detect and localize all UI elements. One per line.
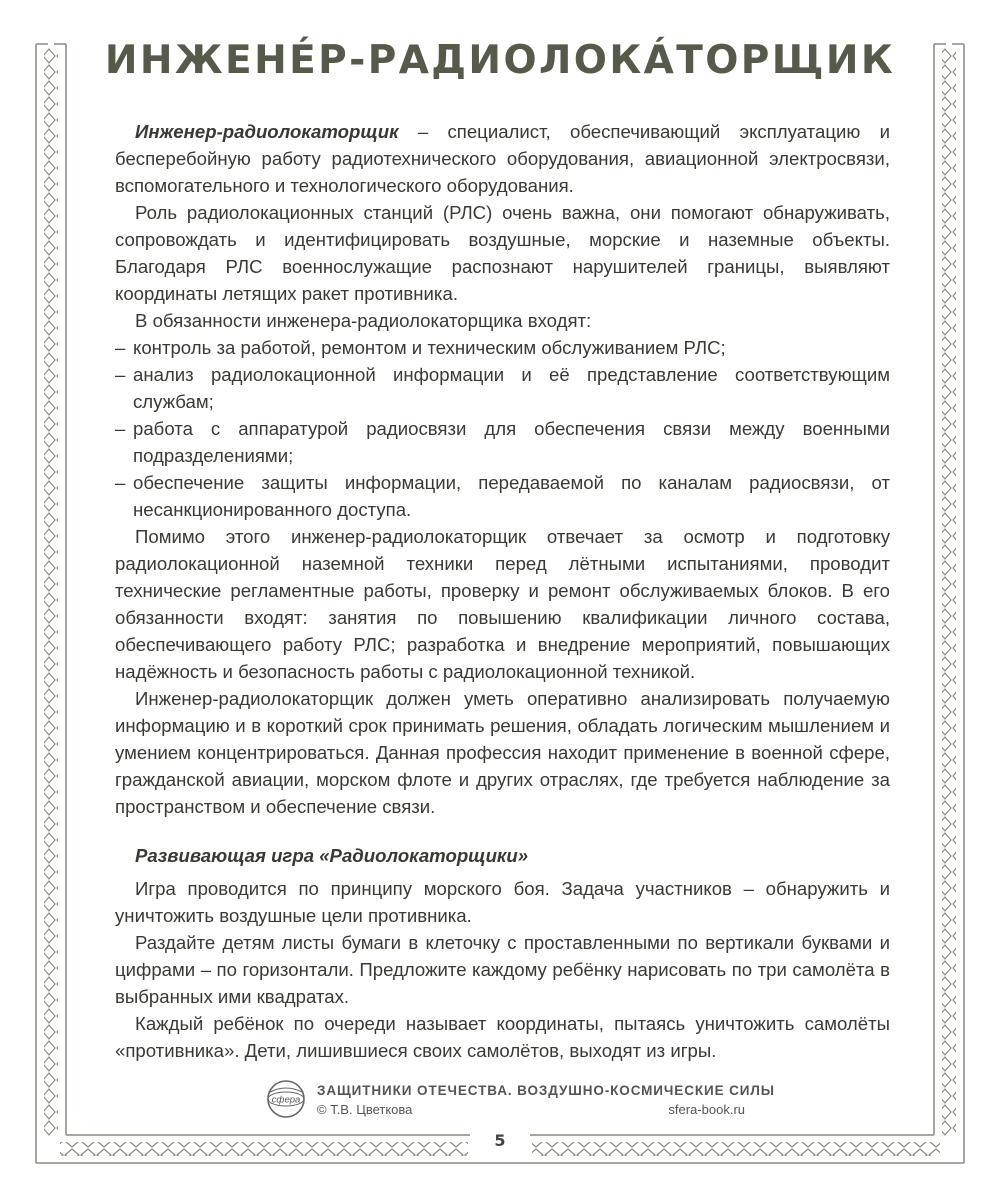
dash-mark: – (115, 364, 126, 385)
dash-mark: – (115, 472, 126, 493)
lead-definition: – специалист, обеспечивающий эксплуатацию и бесперебойную работу радиотехнического оборудования, авиационной электросвязи, вспомогательного и технологического оборудования. (115, 121, 890, 196)
duty-text: обеспечение защиты информации, передаваемой по каналам радиосвязи, от несанкционированного доступа. (133, 472, 890, 520)
duty-item (115, 469, 890, 523)
duty-text: работа с аппаратурой радиосвязи для обеспечения связи между военными подразделениями; (133, 418, 890, 466)
page-title: ИНЖЕНÉР-РАДИОЛОКÁТОРЩИК (104, 38, 896, 83)
lead-term: Инженер-радиолокаторщик (135, 121, 399, 142)
dash-mark: – (115, 337, 126, 358)
duty-text: анализ радиолокационной информации и её представление соответствующим службам; (133, 364, 890, 412)
game-paragraph: Игра проводится по принципу морского боя. Задача участников – обнаружить и уничтожить воздушные цели противника. (115, 878, 890, 926)
game-paragraph: Каждый ребёнок по очереди называет координаты, пытаясь уничтожить самолёты «противника». Дети, лишившиеся своих самолётов, выходят из игры. (115, 1013, 890, 1061)
copyright-author: © Т.В. Цветкова (317, 1102, 413, 1117)
page-number: 5 (494, 1131, 506, 1150)
duties-intro: В обязанности инженера-радиолокаторщика входят: (135, 310, 592, 331)
extra-duties-paragraph: Помимо этого инженер-радиолокаторщик отвечает за осмотр и подготовку радиолокационной наземной техники перед лётными испытаниями, проводит технические регламентные работы, проверку и ремонт обслуживаемых блоков. В его обязанности входят: занятия по повышению квалификации личного состава, обеспечивающего работу РЛС; разработка и внедрение мероприятий, повышающих надёжность и безопасность работы с радиолокационной техникой. (115, 526, 890, 682)
intro-paragraph (115, 118, 890, 199)
duty-item (115, 334, 890, 361)
sfera-logo-icon (265, 1078, 307, 1120)
radar-role-paragraph: Роль радиолокационных станций (РЛС) очень важна, они помогают обнаруживать, сопровождать и идентифицировать воздушные, морские и наземные объекты. Благодаря РЛС военнослужащие распознают нарушителей границы, выявляют координаты летящих ракет противника. (115, 202, 890, 304)
duty-item (115, 415, 890, 469)
dash-mark: – (115, 418, 126, 439)
game-paragraph: Раздайте детям листы бумаги в клеточку с проставленными по вертикали буквами и цифрами – по горизонтали. Предложите каждому ребёнку нарисовать по три самолёта в выбранных ими квадратах. (115, 932, 890, 1007)
publisher-site: sfera-book.ru (668, 1102, 745, 1117)
logo-text: сфера (271, 1094, 301, 1106)
series-title: ЗАЩИТНИКИ ОТЕЧЕСТВА. ВОЗДУШНО-КОСМИЧЕСКИЕ СИЛЫ (317, 1083, 775, 1098)
article-body (115, 118, 890, 1064)
duty-item (115, 361, 890, 415)
skills-paragraph: Инженер-радиолокаторщик должен уметь оперативно анализировать получаемую информацию и в короткий срок принимать решения, обладать логическим мышлением и умением концентрироваться. Данная профессия находит применение в военной сфере, гражданской авиации, морском флоте и других отраслях, где требуется наблюдение за пространством и обеспечение связи. (115, 688, 890, 817)
duty-text: контроль за работой, ремонтом и техническим обслуживанием РЛС; (133, 337, 726, 358)
game-heading: Развивающая игра «Радиолокаторщики» (135, 845, 529, 866)
